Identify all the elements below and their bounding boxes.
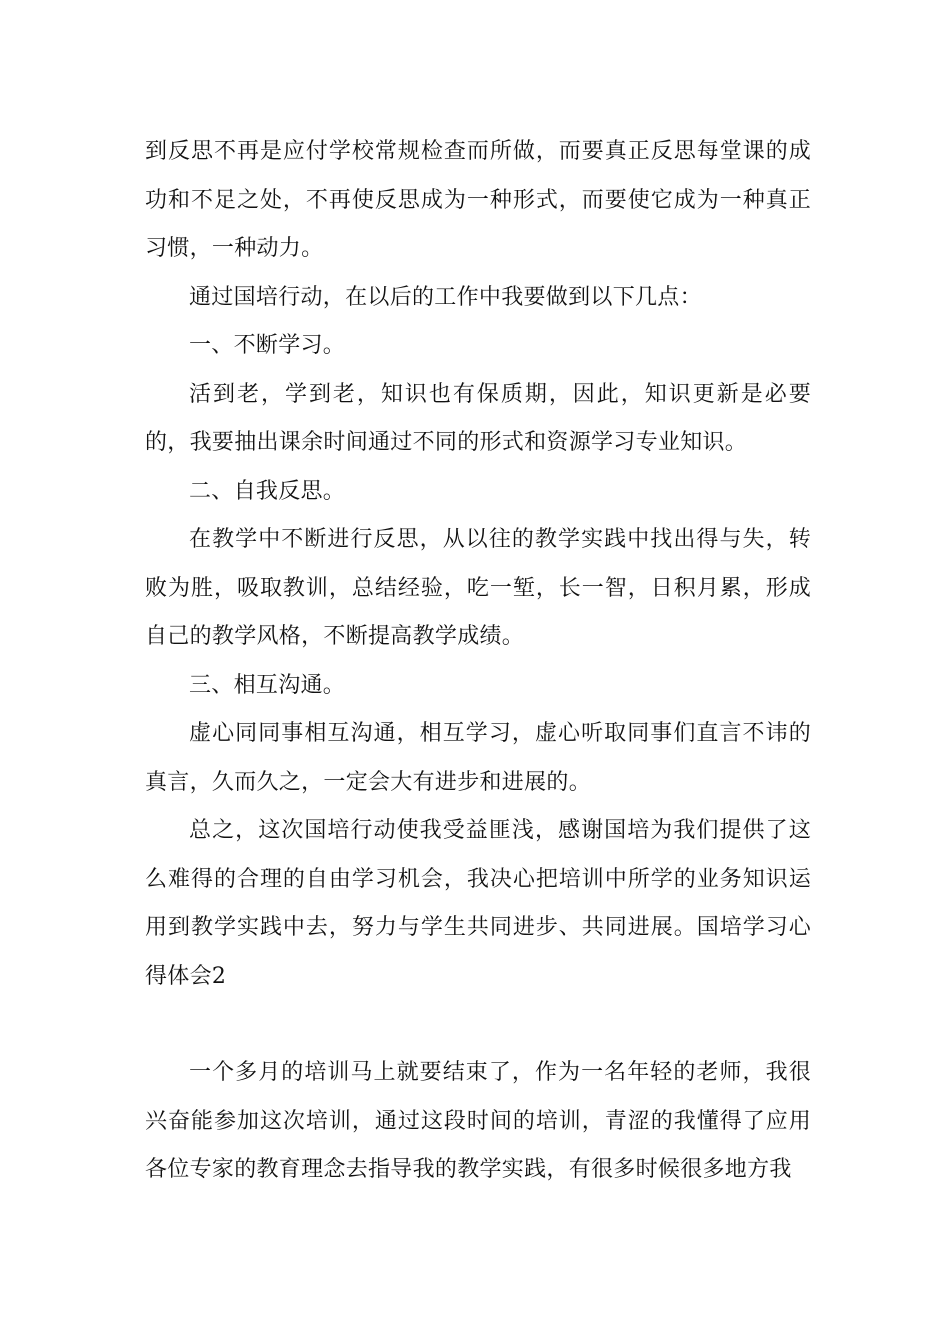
paragraph-point-two: 在教学中不断进行反思，从以往的教学实践中找出得与失，转败为胜，吸取教训，总结经验，吃一堑，长一智，日积月累，形成自己的教学风格，不断提高教学成绩。 xyxy=(145,527,811,649)
paragraph-gap xyxy=(145,1001,811,1049)
paragraph-essay-two-opening: 一个多月的培训马上就要结束了，作为一名年轻的老师，我很兴奋能参加这次培训，通过这段时间的培训，青涩的我懂得了应用各位专家的教育理念去指导我的教学实践，有很多时候很多地方我 xyxy=(145,1060,811,1182)
paragraph-continuation: 到反思不再是应付学校常规检查而所做，而要真正反思每堂课的成功和不足之处，不再使反思成为一种形式，而要使它成为一种真正习惯，一种动力。 xyxy=(145,139,811,261)
paragraph-conclusion: 总之，这次国培行动使我受益匪浅，感谢国培为我们提供了这么难得的合理的自由学习机会，我决心把培训中所学的业务知识运用到教学实践中去，努力与学生共同进步、共同进展。国培学习心得体会2 xyxy=(145,818,811,989)
paragraph-point-one: 活到老，学到老，知识也有保质期，因此，知识更新是必要的，我要抽出课余时间通过不同的形式和资源学习专业知识。 xyxy=(145,381,811,455)
heading-point-one: 一、不断学习。 xyxy=(189,333,346,358)
document-body xyxy=(145,128,811,1195)
heading-point-three: 三、相互沟通。 xyxy=(189,672,346,698)
heading-point-two: 二、自我反思。 xyxy=(189,478,346,504)
paragraph-intro-points: 通过国培行动，在以后的工作中我要做到以下几点： xyxy=(189,284,702,310)
paragraph-point-three: 虚心同同事相互沟通，相互学习，虚心听取同事们直言不讳的真言，久而久之，一定会大有进步和进展的。 xyxy=(145,721,811,795)
